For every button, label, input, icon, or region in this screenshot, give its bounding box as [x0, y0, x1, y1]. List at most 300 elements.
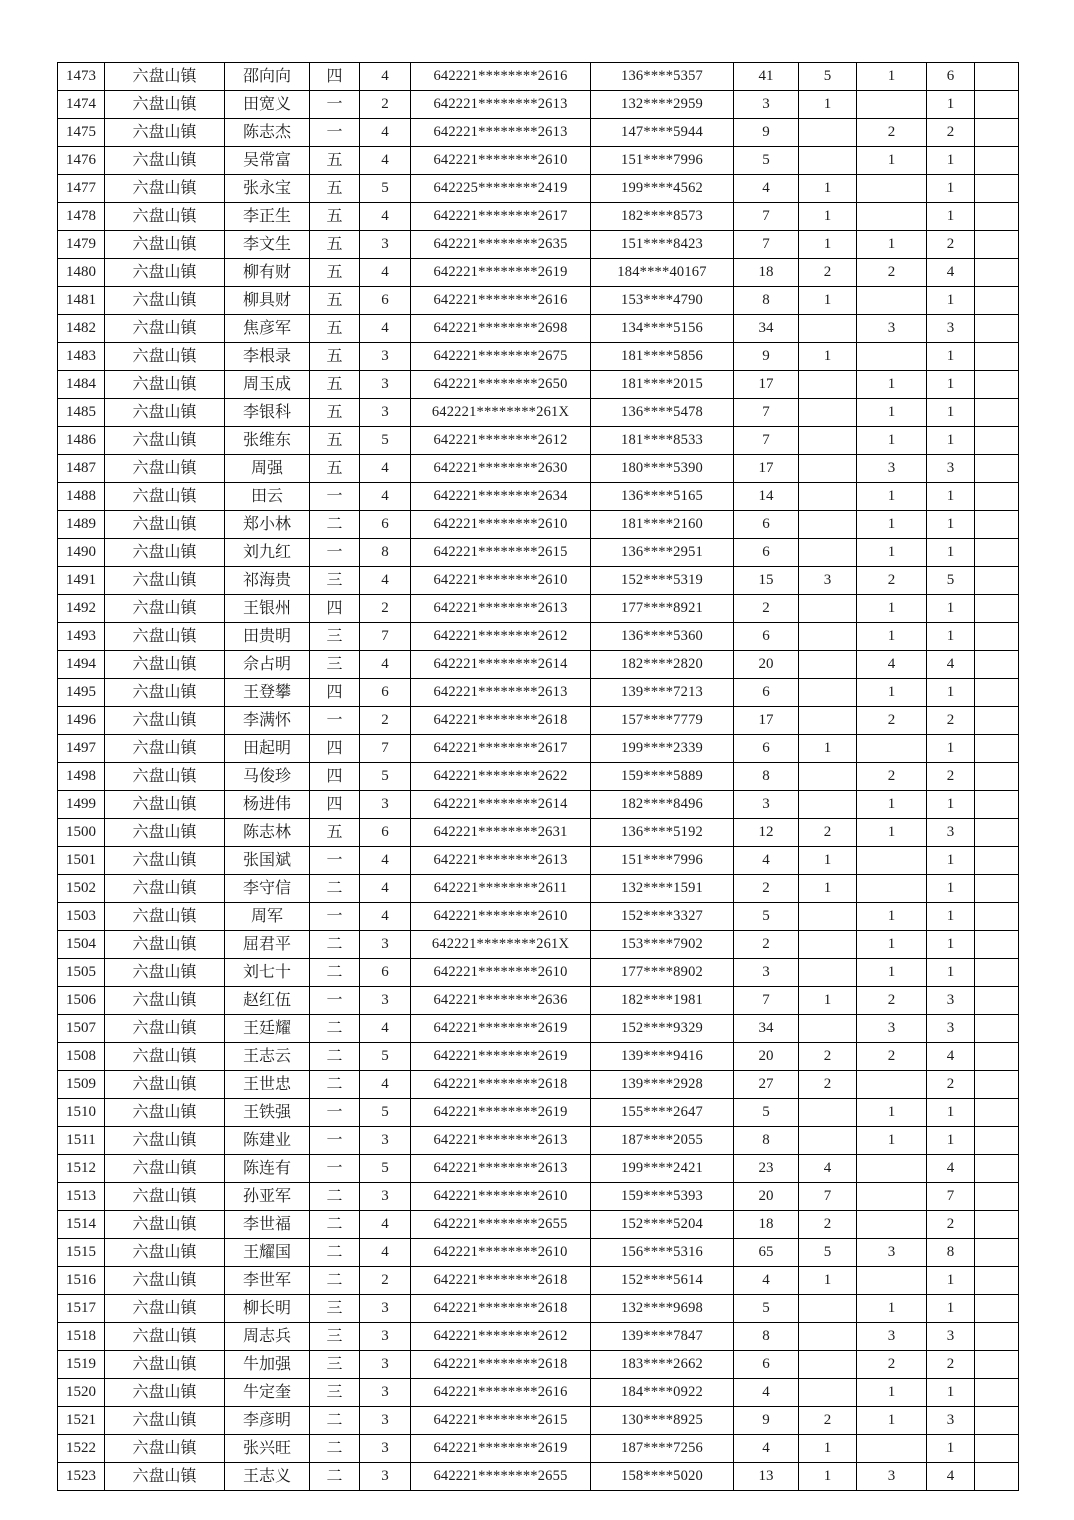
cell-count: 4	[360, 1211, 411, 1239]
cell-n2	[799, 707, 857, 735]
cell-index: 1487	[58, 455, 105, 483]
cell-n3: 1	[857, 1295, 927, 1323]
cell-group: 二	[310, 511, 360, 539]
cell-name: 柳具财	[225, 287, 310, 315]
cell-phone: 132****1591	[591, 875, 734, 903]
cell-id: 642221********2610	[411, 567, 591, 595]
cell-index: 1483	[58, 343, 105, 371]
cell-phone: 152****5614	[591, 1267, 734, 1295]
cell-count: 6	[360, 287, 411, 315]
table-row	[58, 147, 1019, 175]
cell-n3: 2	[857, 259, 927, 287]
cell-blank	[975, 91, 1019, 119]
cell-phone: 184****40167	[591, 259, 734, 287]
cell-id: 642221********2619	[411, 1099, 591, 1127]
cell-n3	[857, 1435, 927, 1463]
cell-index: 1507	[58, 1015, 105, 1043]
cell-n2: 2	[799, 1071, 857, 1099]
table-row	[58, 119, 1019, 147]
cell-n2: 2	[799, 1211, 857, 1239]
cell-n4: 1	[927, 903, 975, 931]
cell-id: 642221********2616	[411, 287, 591, 315]
cell-name: 张国斌	[225, 847, 310, 875]
cell-phone: 183****2662	[591, 1351, 734, 1379]
cell-n2: 1	[799, 231, 857, 259]
cell-phone: 152****5319	[591, 567, 734, 595]
cell-n1: 2	[734, 875, 799, 903]
table-row	[58, 1295, 1019, 1323]
table-row	[58, 987, 1019, 1015]
cell-group: 四	[310, 679, 360, 707]
cell-n1: 2	[734, 595, 799, 623]
cell-index: 1482	[58, 315, 105, 343]
cell-count: 2	[360, 595, 411, 623]
cell-group: 五	[310, 287, 360, 315]
table-row	[58, 343, 1019, 371]
cell-index: 1489	[58, 511, 105, 539]
cell-name: 张兴旺	[225, 1435, 310, 1463]
cell-phone: 139****9416	[591, 1043, 734, 1071]
cell-count: 7	[360, 735, 411, 763]
cell-n2	[799, 595, 857, 623]
cell-town: 六盘山镇	[105, 763, 225, 791]
cell-n1: 6	[734, 623, 799, 651]
cell-n1: 12	[734, 819, 799, 847]
table-row	[58, 567, 1019, 595]
cell-id: 642221********2613	[411, 679, 591, 707]
cell-blank	[975, 455, 1019, 483]
cell-count: 3	[360, 1351, 411, 1379]
cell-blank	[975, 567, 1019, 595]
cell-count: 3	[360, 1435, 411, 1463]
cell-n1: 8	[734, 1323, 799, 1351]
cell-group: 一	[310, 539, 360, 567]
cell-blank	[975, 1379, 1019, 1407]
cell-n3: 3	[857, 1239, 927, 1267]
cell-town: 六盘山镇	[105, 735, 225, 763]
cell-n3: 1	[857, 1127, 927, 1155]
cell-phone: 187****2055	[591, 1127, 734, 1155]
cell-n4: 2	[927, 707, 975, 735]
cell-id: 642221********2610	[411, 511, 591, 539]
cell-blank	[975, 427, 1019, 455]
table-row	[58, 287, 1019, 315]
cell-count: 5	[360, 763, 411, 791]
cell-n1: 23	[734, 1155, 799, 1183]
cell-phone: 139****2928	[591, 1071, 734, 1099]
cell-n2: 2	[799, 1043, 857, 1071]
cell-n3: 2	[857, 1351, 927, 1379]
cell-n4: 3	[927, 819, 975, 847]
cell-group: 四	[310, 791, 360, 819]
cell-phone: 139****7213	[591, 679, 734, 707]
cell-town: 六盘山镇	[105, 1071, 225, 1099]
cell-town: 六盘山镇	[105, 1295, 225, 1323]
cell-id: 642221********2617	[411, 203, 591, 231]
cell-n3: 1	[857, 399, 927, 427]
cell-phone: 136****5478	[591, 399, 734, 427]
cell-name: 田贵明	[225, 623, 310, 651]
cell-town: 六盘山镇	[105, 511, 225, 539]
records-table	[57, 62, 1019, 1491]
cell-n4: 1	[927, 735, 975, 763]
cell-count: 3	[360, 371, 411, 399]
cell-blank	[975, 1127, 1019, 1155]
cell-name: 吴常富	[225, 147, 310, 175]
cell-n2	[799, 539, 857, 567]
cell-id: 642225********2419	[411, 175, 591, 203]
cell-count: 5	[360, 1043, 411, 1071]
table-row	[58, 1379, 1019, 1407]
table-row	[58, 651, 1019, 679]
cell-name: 张永宝	[225, 175, 310, 203]
cell-blank	[975, 343, 1019, 371]
cell-id: 642221********2610	[411, 147, 591, 175]
cell-n1: 5	[734, 1099, 799, 1127]
cell-phone: 181****8533	[591, 427, 734, 455]
cell-town: 六盘山镇	[105, 875, 225, 903]
cell-index: 1500	[58, 819, 105, 847]
table-row	[58, 1407, 1019, 1435]
cell-group: 三	[310, 623, 360, 651]
cell-count: 3	[360, 343, 411, 371]
table-row	[58, 259, 1019, 287]
cell-phone: 181****5856	[591, 343, 734, 371]
cell-name: 李彦明	[225, 1407, 310, 1435]
cell-n1: 7	[734, 399, 799, 427]
table-row	[58, 1435, 1019, 1463]
cell-group: 一	[310, 483, 360, 511]
cell-group: 一	[310, 1099, 360, 1127]
table-row	[58, 763, 1019, 791]
cell-id: 642221********2618	[411, 707, 591, 735]
cell-n4: 3	[927, 1323, 975, 1351]
cell-index: 1521	[58, 1407, 105, 1435]
cell-n2	[799, 511, 857, 539]
cell-count: 3	[360, 231, 411, 259]
table-row	[58, 511, 1019, 539]
cell-n3: 1	[857, 903, 927, 931]
cell-n4: 4	[927, 1043, 975, 1071]
cell-town: 六盘山镇	[105, 1435, 225, 1463]
cell-n2: 1	[799, 987, 857, 1015]
cell-phone: 184****0922	[591, 1379, 734, 1407]
cell-index: 1491	[58, 567, 105, 595]
cell-phone: 159****5393	[591, 1183, 734, 1211]
cell-n2	[799, 763, 857, 791]
cell-n4: 1	[927, 287, 975, 315]
cell-count: 3	[360, 931, 411, 959]
cell-id: 642221********2613	[411, 91, 591, 119]
cell-name: 田宽义	[225, 91, 310, 119]
table-row	[58, 1463, 1019, 1491]
cell-n4: 1	[927, 931, 975, 959]
cell-n1: 17	[734, 455, 799, 483]
cell-group: 一	[310, 1155, 360, 1183]
cell-n3: 1	[857, 483, 927, 511]
table-row	[58, 1239, 1019, 1267]
cell-count: 2	[360, 707, 411, 735]
table-row	[58, 1099, 1019, 1127]
cell-blank	[975, 1435, 1019, 1463]
cell-n3: 1	[857, 595, 927, 623]
cell-index: 1523	[58, 1463, 105, 1491]
cell-name: 陈连有	[225, 1155, 310, 1183]
cell-index: 1496	[58, 707, 105, 735]
cell-index: 1504	[58, 931, 105, 959]
cell-name: 焦彦军	[225, 315, 310, 343]
cell-name: 王世忠	[225, 1071, 310, 1099]
cell-n4: 2	[927, 1211, 975, 1239]
cell-count: 4	[360, 63, 411, 91]
table-row	[58, 1323, 1019, 1351]
cell-blank	[975, 1183, 1019, 1211]
cell-n2: 1	[799, 875, 857, 903]
cell-town: 六盘山镇	[105, 1463, 225, 1491]
cell-index: 1478	[58, 203, 105, 231]
table-row	[58, 1351, 1019, 1379]
cell-index: 1515	[58, 1239, 105, 1267]
cell-n3: 2	[857, 707, 927, 735]
cell-group: 二	[310, 1211, 360, 1239]
cell-name: 陈建业	[225, 1127, 310, 1155]
cell-index: 1494	[58, 651, 105, 679]
cell-blank	[975, 1407, 1019, 1435]
cell-id: 642221********2618	[411, 1267, 591, 1295]
cell-name: 田云	[225, 483, 310, 511]
cell-n3	[857, 91, 927, 119]
cell-n4: 1	[927, 1099, 975, 1127]
cell-id: 642221********2635	[411, 231, 591, 259]
cell-name: 杨进伟	[225, 791, 310, 819]
cell-count: 3	[360, 1127, 411, 1155]
cell-count: 4	[360, 651, 411, 679]
cell-n3: 3	[857, 315, 927, 343]
cell-name: 陈志杰	[225, 119, 310, 147]
cell-n1: 8	[734, 287, 799, 315]
cell-id: 642221********2619	[411, 1435, 591, 1463]
cell-town: 六盘山镇	[105, 623, 225, 651]
cell-index: 1518	[58, 1323, 105, 1351]
cell-n2: 1	[799, 343, 857, 371]
cell-name: 李正生	[225, 203, 310, 231]
cell-id: 642221********2698	[411, 315, 591, 343]
cell-name: 王铁强	[225, 1099, 310, 1127]
cell-n1: 20	[734, 651, 799, 679]
cell-index: 1505	[58, 959, 105, 987]
cell-n3: 1	[857, 931, 927, 959]
cell-blank	[975, 147, 1019, 175]
cell-name: 刘九红	[225, 539, 310, 567]
cell-phone: 153****4790	[591, 287, 734, 315]
table-row	[58, 679, 1019, 707]
cell-group: 一	[310, 847, 360, 875]
cell-town: 六盘山镇	[105, 1015, 225, 1043]
cell-index: 1477	[58, 175, 105, 203]
cell-id: 642221********2636	[411, 987, 591, 1015]
cell-town: 六盘山镇	[105, 315, 225, 343]
cell-name: 李守信	[225, 875, 310, 903]
cell-count: 6	[360, 679, 411, 707]
cell-town: 六盘山镇	[105, 791, 225, 819]
cell-n3: 3	[857, 1015, 927, 1043]
cell-n3: 1	[857, 511, 927, 539]
cell-id: 642221********2613	[411, 119, 591, 147]
cell-n2	[799, 1379, 857, 1407]
cell-group: 四	[310, 735, 360, 763]
cell-index: 1490	[58, 539, 105, 567]
cell-index: 1508	[58, 1043, 105, 1071]
table-row	[58, 903, 1019, 931]
cell-phone: 181****2160	[591, 511, 734, 539]
cell-n2: 2	[799, 259, 857, 287]
cell-n1: 3	[734, 91, 799, 119]
cell-name: 牛定奎	[225, 1379, 310, 1407]
cell-id: 642221********2613	[411, 1155, 591, 1183]
cell-name: 李文生	[225, 231, 310, 259]
cell-index: 1473	[58, 63, 105, 91]
cell-group: 五	[310, 343, 360, 371]
cell-n3: 1	[857, 1379, 927, 1407]
cell-group: 三	[310, 567, 360, 595]
cell-n1: 18	[734, 259, 799, 287]
cell-n1: 7	[734, 231, 799, 259]
cell-blank	[975, 371, 1019, 399]
cell-blank	[975, 1155, 1019, 1183]
cell-group: 五	[310, 427, 360, 455]
cell-n4: 8	[927, 1239, 975, 1267]
cell-name: 邵向向	[225, 63, 310, 91]
cell-n1: 15	[734, 567, 799, 595]
cell-blank	[975, 679, 1019, 707]
cell-n2: 1	[799, 1435, 857, 1463]
cell-phone: 180****5390	[591, 455, 734, 483]
cell-blank	[975, 259, 1019, 287]
cell-group: 二	[310, 931, 360, 959]
table-row	[58, 203, 1019, 231]
cell-count: 4	[360, 203, 411, 231]
cell-id: 642221********2650	[411, 371, 591, 399]
cell-n1: 7	[734, 203, 799, 231]
cell-blank	[975, 819, 1019, 847]
cell-group: 二	[310, 1071, 360, 1099]
table-row	[58, 1127, 1019, 1155]
cell-index: 1503	[58, 903, 105, 931]
cell-n2	[799, 399, 857, 427]
cell-town: 六盘山镇	[105, 539, 225, 567]
cell-id: 642221********2615	[411, 1407, 591, 1435]
cell-town: 六盘山镇	[105, 1211, 225, 1239]
cell-n4: 1	[927, 1267, 975, 1295]
table-row	[58, 63, 1019, 91]
cell-phone: 199****2339	[591, 735, 734, 763]
cell-n4: 1	[927, 91, 975, 119]
cell-town: 六盘山镇	[105, 175, 225, 203]
cell-n1: 6	[734, 735, 799, 763]
cell-n2	[799, 679, 857, 707]
cell-id: 642221********2618	[411, 1295, 591, 1323]
cell-count: 4	[360, 567, 411, 595]
cell-index: 1488	[58, 483, 105, 511]
table-row	[58, 707, 1019, 735]
cell-group: 五	[310, 203, 360, 231]
cell-id: 642221********2613	[411, 1127, 591, 1155]
cell-id: 642221********2616	[411, 1379, 591, 1407]
cell-n4: 1	[927, 511, 975, 539]
cell-n4: 5	[927, 567, 975, 595]
cell-count: 6	[360, 819, 411, 847]
cell-blank	[975, 399, 1019, 427]
cell-n2: 4	[799, 1155, 857, 1183]
cell-blank	[975, 623, 1019, 651]
cell-index: 1479	[58, 231, 105, 259]
cell-name: 王银州	[225, 595, 310, 623]
cell-phone: 187****7256	[591, 1435, 734, 1463]
cell-group: 五	[310, 259, 360, 287]
cell-count: 3	[360, 1407, 411, 1435]
cell-n3: 1	[857, 539, 927, 567]
cell-phone: 139****7847	[591, 1323, 734, 1351]
cell-town: 六盘山镇	[105, 399, 225, 427]
cell-town: 六盘山镇	[105, 679, 225, 707]
cell-n4: 4	[927, 1155, 975, 1183]
table-row	[58, 931, 1019, 959]
cell-blank	[975, 987, 1019, 1015]
cell-town: 六盘山镇	[105, 1351, 225, 1379]
cell-town: 六盘山镇	[105, 343, 225, 371]
cell-id: 642221********2634	[411, 483, 591, 511]
cell-n1: 41	[734, 63, 799, 91]
cell-n4: 1	[927, 539, 975, 567]
cell-n1: 4	[734, 1379, 799, 1407]
cell-group: 二	[310, 1183, 360, 1211]
cell-n2: 2	[799, 1407, 857, 1435]
cell-n4: 4	[927, 259, 975, 287]
records-table-body	[58, 63, 1019, 1491]
cell-n2: 1	[799, 735, 857, 763]
cell-group: 二	[310, 1463, 360, 1491]
cell-n4: 1	[927, 679, 975, 707]
cell-phone: 181****2015	[591, 371, 734, 399]
cell-id: 642221********2610	[411, 959, 591, 987]
cell-id: 642221********2612	[411, 1323, 591, 1351]
cell-group: 四	[310, 63, 360, 91]
table-row	[58, 231, 1019, 259]
cell-n1: 65	[734, 1239, 799, 1267]
cell-phone: 182****8573	[591, 203, 734, 231]
cell-blank	[975, 231, 1019, 259]
cell-blank	[975, 483, 1019, 511]
cell-blank	[975, 1015, 1019, 1043]
cell-id: 642221********2630	[411, 455, 591, 483]
cell-phone: 158****5020	[591, 1463, 734, 1491]
cell-phone: 136****5357	[591, 63, 734, 91]
cell-group: 一	[310, 987, 360, 1015]
cell-count: 4	[360, 455, 411, 483]
cell-town: 六盘山镇	[105, 959, 225, 987]
cell-group: 二	[310, 1015, 360, 1043]
cell-n3: 1	[857, 959, 927, 987]
table-row	[58, 959, 1019, 987]
cell-phone: 159****5889	[591, 763, 734, 791]
cell-n2	[799, 455, 857, 483]
cell-n2	[799, 1295, 857, 1323]
cell-n3: 2	[857, 763, 927, 791]
cell-phone: 155****2647	[591, 1099, 734, 1127]
cell-count: 2	[360, 91, 411, 119]
cell-n2	[799, 147, 857, 175]
cell-count: 4	[360, 1015, 411, 1043]
